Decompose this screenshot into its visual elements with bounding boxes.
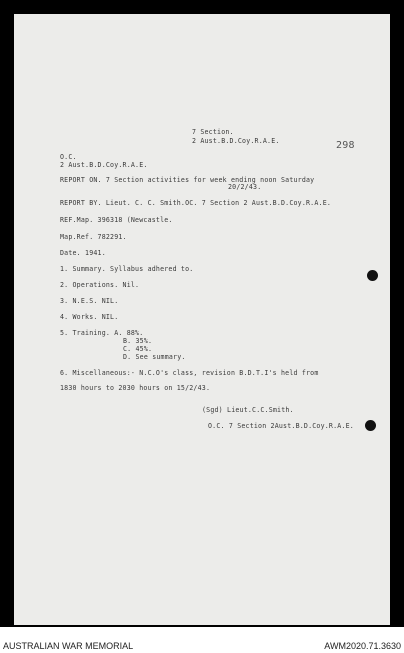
map-ref: Map.Ref. 782291.: [60, 233, 127, 241]
addressee-line2: 2 Aust.B.D.Coy.R.A.E.: [60, 161, 148, 169]
item-training-b: B. 35%.: [123, 337, 153, 345]
addressee-line1: O.C.: [60, 153, 77, 161]
report-on-line2: 20/2/43.: [228, 183, 262, 191]
archive-footer: [0, 627, 404, 653]
punch-hole-lower: [365, 420, 376, 431]
document-page: [14, 14, 390, 625]
footer-institution: AUSTRALIAN WAR MEMORIAL: [3, 641, 134, 651]
item-operations: 2. Operations. Nil.: [60, 281, 140, 289]
item-nes: 3. N.E.S. NIL.: [60, 297, 119, 305]
ref-map: REF.Map. 396318 (Newcastle.: [60, 216, 173, 224]
item-training-d: D. See summary.: [123, 353, 186, 361]
report-on-line1: REPORT ON. 7 Section activities for week ending noon Saturday: [60, 176, 315, 184]
header-section: 7 Section.: [192, 128, 234, 136]
page-number: 298: [336, 140, 355, 151]
header-company: 2 Aust.B.D.Coy.R.A.E.: [192, 137, 280, 145]
signature: (Sgd) Lieut.C.C.Smith.: [202, 406, 294, 414]
item-works: 4. Works. NIL.: [60, 313, 119, 321]
signature-title: O.C. 7 Section 2Aust.B.D.Coy.R.A.E.: [208, 422, 354, 430]
item-summary: 1. Summary. Syllabus adhered to.: [60, 265, 194, 273]
date-line: Date. 1941.: [60, 249, 106, 257]
footer-catalogue-id: AWM2020.71.3630: [324, 641, 401, 651]
item-training-a: 5. Training. A. 88%.: [60, 329, 144, 337]
item-training-c: C. 45%.: [123, 345, 153, 353]
report-by: REPORT BY. Lieut. C. C. Smith.OC. 7 Section 2 Aust.B.D.Coy.R.A.E.: [60, 199, 332, 207]
item-misc-line2: 1830 hours to 2030 hours on 15/2/43.: [60, 384, 211, 392]
item-misc-line1: 6. Miscellaneous:- N.C.O's class, revision B.D.T.I's held from: [60, 369, 319, 377]
punch-hole-upper: [367, 270, 378, 281]
